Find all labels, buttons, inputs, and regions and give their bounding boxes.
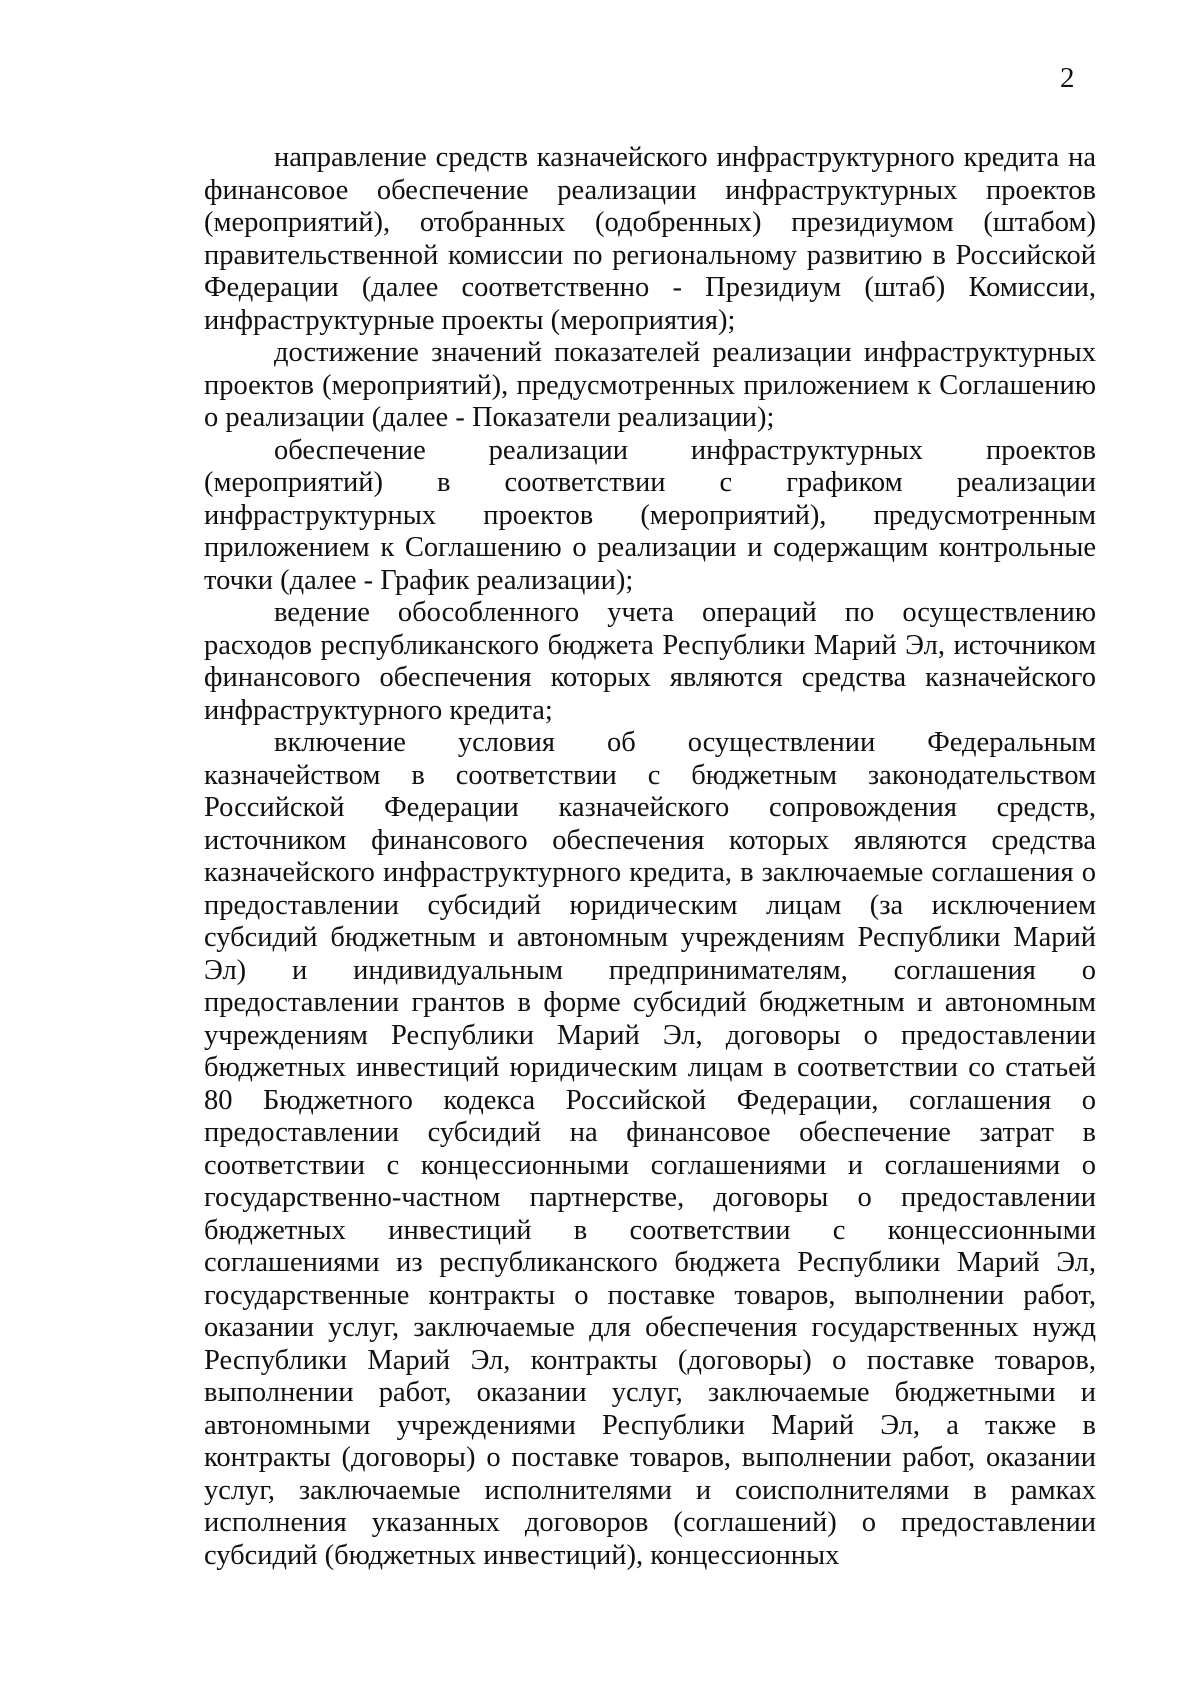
paragraph-separate-accounting: ведение обособленного учета операций по осуществлению расходов республиканского бюджета Республики Марий Эл, источником финансового обеспечения которых являются средства казначейского инфраструктурного кредита;	[204, 597, 1096, 726]
paragraph-treasury-support: включение условия об осуществлении Федеральным казначейством в соответствии с бюджетным законодательством Российской Федерации казначейского сопровождения средств, источником финансового обеспечения которых являются средства казначейского инфраструктурного кредита, в заключаемые соглашения о предоставлении субсидий юридическим лицам (за исключением субсидий бюджетным и автономным учреждениям Республики Марий Эл) и индивидуальным предпринимателям, соглашения о предоставлении грантов в форме субсидий бюджетным и автономным учреждениям Республики Марий Эл, договоры о предоставлении бюджетных инвестиций юридическим лицам в соответствии со статьей 80 Бюджетного кодекса Российской Федерации, соглашения о предоставлении субсидий на финансовое обеспечение затрат в соответствии с концессионными соглашениями и соглашениями о государственно-частном партнерстве, договоры о предоставлении бюджетных инвестиций в соответствии с концессионными соглашениями из республиканского бюджета Республики Марий Эл, государственные контракты о поставке товаров, выполнении работ, оказании услуг, заключаемые для обеспечения государственных нужд Республики Марий Эл, контракты (договоры) о поставке товаров, выполнении работ, оказании услуг, заключаемые бюджетными и автономными учреждениями Республики Марий Эл, а также в контракты (договоры) о поставке товаров, выполнении работ, оказании услуг, заключаемые исполнителями и соисполнителями в рамках исполнения указанных договоров (соглашений) о предоставлении субсидий (бюджетных инвестиций), концессионных	[204, 727, 1096, 1571]
document-body	[204, 142, 1096, 1572]
paragraph-schedule: обеспечение реализации инфраструктурных проектов (мероприятий) в соответствии с графиком реализации инфраструктурных проектов (мероприятий), предусмотренным приложением к Соглашению о реализации и содержащим контрольные точки (далее - График реализации);	[204, 434, 1096, 596]
page-number: 2	[1060, 62, 1075, 94]
paragraph-credit-funds: направление средств казначейского инфраструктурного кредита на финансовое обеспечение реализации инфраструктурных проектов (мероприятий), отобранных (одобренных) президиумом (штабом) правительственной комиссии по региональному развитию в Российской Федерации (далее соответственно - Президиум (штаб) Комиссии, инфраструктурные проекты (мероприятия);	[204, 142, 1096, 336]
paragraph-indicators: достижение значений показателей реализации инфраструктурных проектов (мероприятий), предусмотренных приложением к Соглашению о реализации (далее - Показатели реализации);	[204, 337, 1096, 433]
